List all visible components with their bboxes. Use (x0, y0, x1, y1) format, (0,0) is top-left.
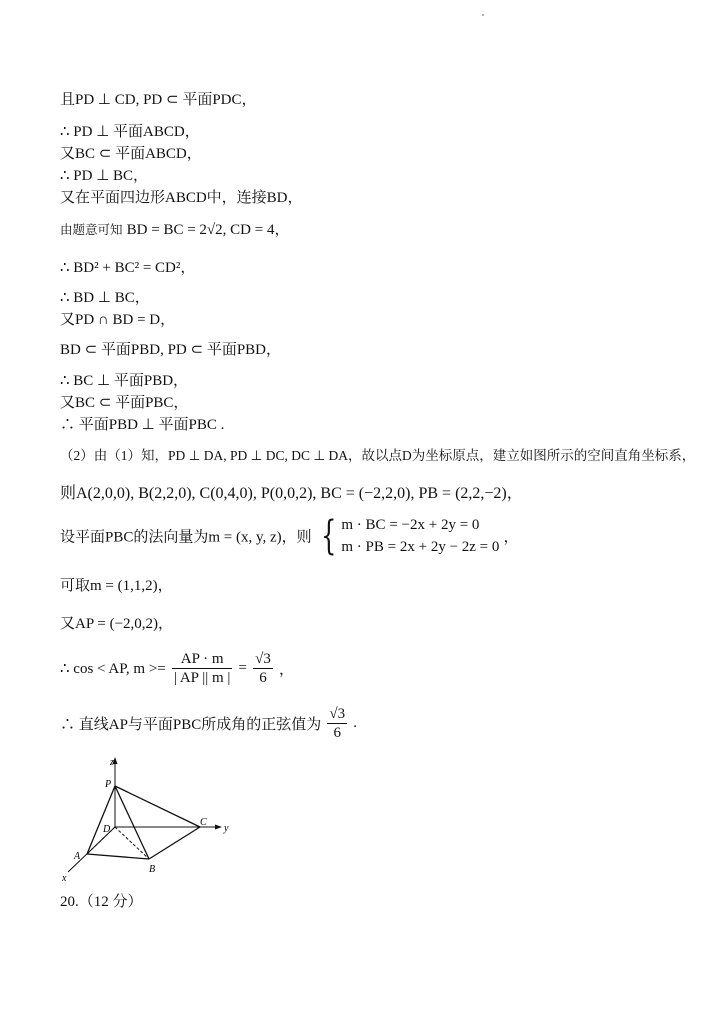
edge-PA (87, 786, 115, 854)
proof-line-3: 又BC ⊂ 平面ABCD， (60, 146, 202, 162)
cos-fraction-denominator: | AP || m | (173, 670, 231, 686)
proof-line-13: ∴ 平面PBD ⊥ 平面PBC . (60, 417, 225, 433)
system-brace: { (320, 513, 337, 559)
proof-line-11: ∴ BC ⊥ 平面PBD， (60, 373, 189, 389)
proof-line-6-text: 由题意可知 (60, 222, 123, 237)
sine-denominator: 6 (333, 725, 342, 741)
proof-line-19 (60, 650, 294, 687)
proof-line-20 (60, 705, 357, 742)
proof-line-1: 且PD ⊥ CD, PD ⊂ 平面PDC， (60, 92, 257, 108)
sine-conclusion: ∴ 直线AP与平面PBC所成角的正弦值为 (60, 717, 322, 733)
edge-BC (149, 827, 200, 859)
cos-left: ∴ cos < AP, m >= (60, 661, 166, 677)
edge-PB (115, 786, 149, 859)
label-C: C (200, 817, 207, 828)
label-y: y (224, 823, 229, 834)
normal-vector-intro: 设平面PBC的法向量为m = (x, y, z)，则 (60, 529, 312, 546)
question-20-header: 20.（12 分） (60, 894, 143, 910)
proof-line-16 (60, 514, 519, 558)
proof-line-10: BD ⊂ 平面PBD, PD ⊂ 平面PBD， (60, 342, 282, 358)
edge-AB (87, 854, 149, 859)
label-P: P (105, 779, 112, 790)
label-D: D (103, 824, 111, 835)
proof-line-7: ∴ BD² + BC² = CD²， (60, 260, 196, 276)
cos-fraction-numerator: AP · m (172, 650, 232, 669)
edge-PC (115, 786, 200, 827)
page-speck (482, 14, 484, 16)
cos-fraction (172, 650, 232, 687)
result-denominator: 6 (259, 670, 267, 686)
sine-fraction (327, 705, 347, 742)
proof-line-8: ∴ BD ⊥ BC， (60, 290, 150, 306)
proof-line-4: ∴ PD ⊥ BC， (60, 168, 149, 184)
proof-line-5: 又在平面四边形ABCD中，连接BD， (60, 190, 303, 206)
label-B: B (149, 864, 156, 875)
proof-line-14: （2）由（1）知，PD ⊥ DA, PD ⊥ DC, DC ⊥ DA，故以点D为坐标原点，建立如图所示的空间直角坐标系， (60, 448, 696, 463)
result-numerator: √3 (255, 651, 271, 667)
edge-DB-hidden (115, 827, 149, 859)
equation-2: m · PB = 2x + 2y − 2z = 0 (341, 539, 500, 555)
cos-end: ， (279, 662, 295, 678)
sine-numerator: √3 (329, 706, 346, 722)
label-x: x (62, 873, 67, 884)
proof-line-17: 可取m = (1,1,2)， (60, 578, 173, 594)
equals-sign: = (238, 660, 248, 676)
equation-1: m · BC = −2x + 2y = 0 (341, 517, 480, 533)
coordinate-figure (60, 755, 250, 885)
label-A: A (74, 851, 81, 862)
label-z: z (110, 757, 114, 768)
proof-line-2: ∴ PD ⊥ 平面ABCD， (60, 124, 200, 140)
equation-system-end: ， (503, 529, 519, 546)
result-fraction (253, 650, 273, 687)
proof-line-12: 又BC ⊂ 平面PBC， (60, 395, 189, 411)
proof-line-6-math: BD = BC = 2√2, CD = 4， (126, 222, 290, 238)
proof-line-6 (60, 218, 289, 239)
proof-line-9: 又PD ∩ BD = D， (60, 312, 176, 328)
y-axis-arrow (215, 825, 222, 830)
proof-line-15: 则A(2,0,0), B(2,2,0), C(0,4,0), P(0,0,2), BC = (−2,2,0), PB = (2,2,−2)， (60, 485, 523, 502)
sine-end: . (353, 715, 358, 731)
equation-system (341, 514, 499, 558)
proof-line-18: 又AP = (−2,0,2)， (60, 616, 174, 632)
